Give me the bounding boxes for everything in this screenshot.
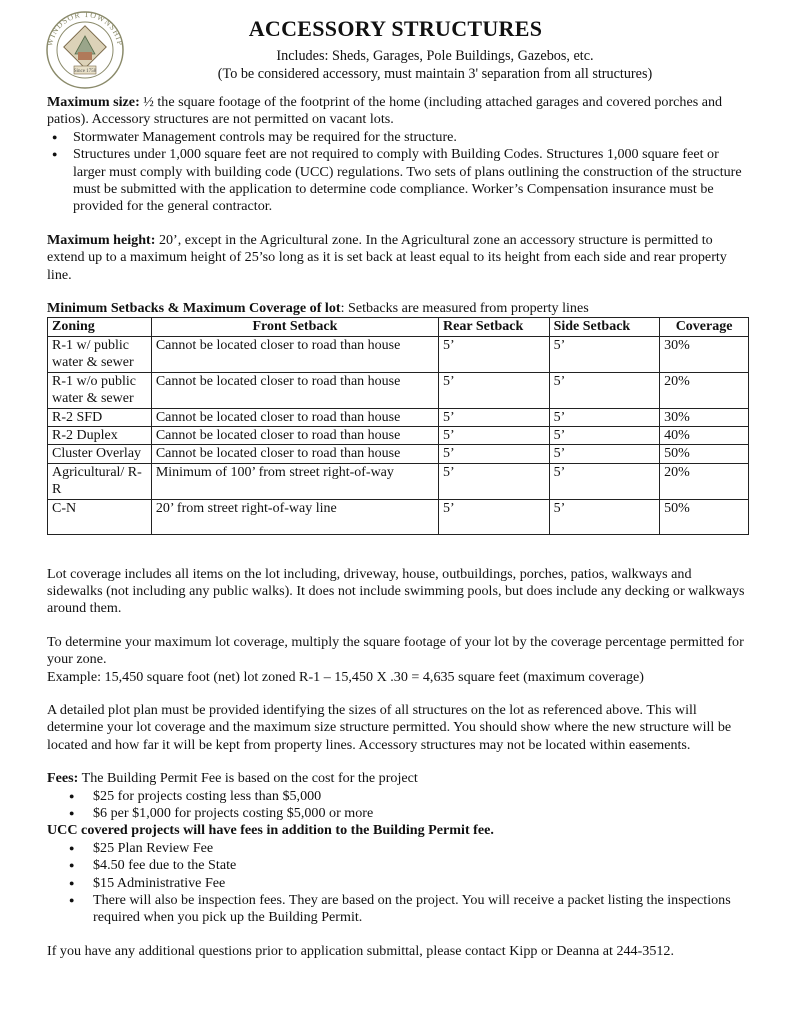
ucc-fees-list — [47, 840, 747, 927]
header-coverage: Coverage — [660, 318, 749, 336]
zoning-cell: R-1 w/o public water & sewer — [48, 372, 152, 408]
front-setback-cell: 20’ from street right-of-way line — [151, 499, 438, 534]
side-setback-cell: 5’ — [549, 426, 660, 444]
table-row — [48, 426, 749, 444]
rear-setback-cell: 5’ — [439, 463, 550, 499]
header-rear-setback: Rear Setback — [439, 318, 550, 336]
example-paragraph: Example: 15,450 square foot (net) lot zoned R-1 – 15,450 X .30 = 4,635 square feet (maximum coverage) — [47, 668, 644, 685]
table-row — [48, 499, 749, 534]
list-item: ● Stormwater Management controls may be required for the structure. — [73, 129, 747, 146]
coverage-cell: 50% — [660, 499, 749, 534]
front-setback-cell: Cannot be located closer to road than house — [151, 426, 438, 444]
list-item: ● $15 Administrative Fee — [93, 875, 747, 892]
rear-setback-cell: 5’ — [439, 408, 550, 426]
zoning-cell: Agricultural/ R-R — [48, 463, 152, 499]
side-setback-cell: 5’ — [549, 445, 660, 463]
rear-setback-cell: 5’ — [439, 372, 550, 408]
ucc-heading — [47, 822, 747, 839]
fees-paragraph — [47, 770, 747, 787]
coverage-cell: 40% — [660, 426, 749, 444]
setbacks-table — [47, 317, 749, 534]
coverage-cell: 20% — [660, 372, 749, 408]
document-body — [47, 94, 747, 960]
fees-text: The Building Permit Fee is based on the cost for the project — [78, 770, 418, 787]
setbacks-text: : Setbacks are measured from property lines — [340, 300, 589, 317]
zoning-cell: C-N — [48, 499, 152, 534]
max-size-label: Maximum size: — [47, 94, 140, 110]
includes-subtitle: Includes: Sheds, Garages, Pole Buildings, Gazebos, etc. — [276, 48, 594, 64]
header-front-setback: Front Setback — [151, 318, 438, 336]
separation-subtitle: (To be considered accessory, must maintain 3' separation from all structures) — [217, 66, 653, 82]
setbacks-heading — [47, 300, 747, 317]
header-side-setback: Side Setback — [549, 318, 660, 336]
svg-text:WINDSOR TOWNSHIP: WINDSOR TOWNSHIP — [45, 9, 125, 47]
list-item: ● Structures under 1,000 square feet are not required to comply with Building Codes. Structures 1,000 square feet or larger must comply with building code (UCC) regulations. Two sets of plans outlining the construction of the structure must be submitted with the application to determine code compliance. Worker’s Compensation insurance must be provided for the general contractor. — [73, 146, 747, 216]
side-setback-cell: 5’ — [549, 336, 660, 372]
front-setback-cell: Minimum of 100’ from street right-of-way — [151, 463, 438, 499]
rear-setback-cell: 5’ — [439, 499, 550, 534]
rear-setback-cell: 5’ — [439, 426, 550, 444]
side-setback-cell: 5’ — [549, 463, 660, 499]
table-row — [48, 408, 749, 426]
zoning-cell: R-2 Duplex — [48, 426, 152, 444]
coverage-cell: 20% — [660, 463, 749, 499]
front-setback-cell: Cannot be located closer to road than house — [151, 408, 438, 426]
max-height-paragraph — [47, 232, 747, 284]
fees-list — [47, 788, 747, 823]
header-zoning: Zoning — [48, 318, 152, 336]
side-setback-cell: 5’ — [549, 499, 660, 534]
rear-setback-cell: 5’ — [439, 336, 550, 372]
table-row — [48, 336, 749, 372]
max-height-label: Maximum height: — [47, 231, 156, 248]
contact-paragraph: If you have any additional questions prior to application submittal, please contact Kipp or Deanna at 244-3512. — [47, 942, 675, 959]
table-row — [48, 463, 749, 499]
svg-text:Since 1758: Since 1758 — [73, 69, 97, 74]
list-item: ● $25 for projects costing less than $5,000 — [93, 788, 747, 805]
max-size-text: ½ the square footage of the footprint of the home (including attached garages and covered porches and patios). Accessory structures are not permitted on vacant lots. — [47, 94, 723, 128]
fees-label: Fees: — [47, 770, 79, 787]
determine-paragraph: To determine your maximum lot coverage, multiply the square footage of your lot by the coverage percentage permitted for your zone. — [47, 633, 744, 668]
list-item: ● $6 per $1,000 for projects costing $5,000 or more — [93, 805, 747, 822]
front-setback-cell: Cannot be located closer to road than house — [151, 372, 438, 408]
side-setback-cell: 5’ — [549, 408, 660, 426]
coverage-cell: 50% — [660, 445, 749, 463]
front-setback-cell: Cannot be located closer to road than house — [151, 336, 438, 372]
plot-plan-paragraph: A detailed plot plan must be provided identifying the sizes of all structures on the lot as referenced above. This will determine your lot coverage and the maximum size structure permitted. You should show where the new structure will be located and how far it will be kept from property lines. Accessory structures may not be located within easements. — [47, 701, 732, 753]
table-row — [48, 372, 749, 408]
zoning-cell: R-1 w/ public water & sewer — [48, 336, 152, 372]
max-height-text: 20’, except in the Agricultural zone. In the Agricultural zone an accessory structure is permitted to extend up to a maximum height of 25’so long as it is set back at least equal to its height from each side and rear property line. — [47, 231, 727, 283]
page-title: ACCESSORY STRUCTURES — [248, 16, 543, 41]
list-item: ● There will also be inspection fees. They are based on the project. You will receive a packet listing the inspections required when you pick up the Building Permit. — [93, 892, 747, 927]
setbacks-label: Minimum Setbacks & Maximum Coverage of lot — [47, 300, 341, 317]
rear-setback-cell: 5’ — [439, 445, 550, 463]
zoning-cell: Cluster Overlay — [48, 445, 152, 463]
table-row — [48, 445, 749, 463]
table-header-row — [48, 318, 749, 336]
max-size-list — [47, 129, 747, 216]
side-setback-cell: 5’ — [549, 372, 660, 408]
list-item: ● $25 Plan Review Fee — [93, 840, 747, 857]
list-item: ● $4.50 fee due to the State — [93, 857, 747, 874]
zoning-cell: R-2 SFD — [48, 408, 152, 426]
lot-coverage-paragraph: Lot coverage includes all items on the lot including, driveway, house, outbuildings, porches, patios, walkways and sidewalks (not including any public walks). It does not include swimming pools, but does include any decking or walkways around them. — [47, 565, 745, 617]
max-size-paragraph — [47, 94, 747, 129]
front-setback-cell: Cannot be located closer to road than house — [151, 445, 438, 463]
coverage-cell: 30% — [660, 336, 749, 372]
ucc-heading-text: UCC covered projects will have fees in addition to the Building Permit fee. — [47, 822, 494, 839]
coverage-cell: 30% — [660, 408, 749, 426]
